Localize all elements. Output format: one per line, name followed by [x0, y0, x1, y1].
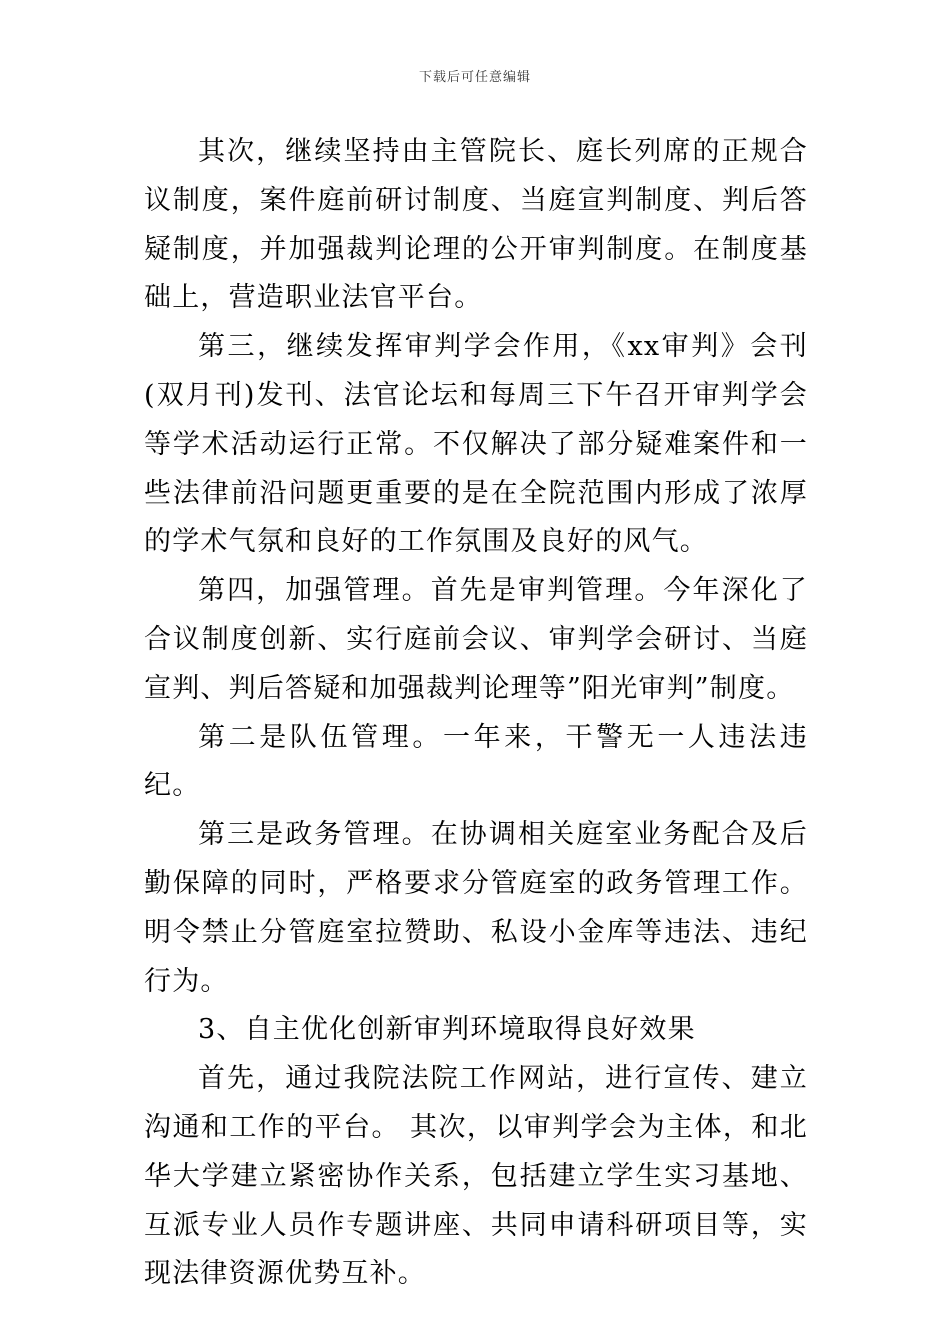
section-heading: 3、自主优化创新审判环境取得良好效果: [198, 1014, 696, 1046]
page-header-note: 下载后可任意编辑: [418, 70, 531, 85]
paragraph-3: 第四，加强管理。首先是审判管理。今年深化了合议制度创新、实行庭前会议、审判学会研讨、当庭宣判、判后答疑和加强裁判论理等”阳光审判”制度。: [144, 575, 808, 704]
paragraph-1: 其次，继续坚持由主管院长、庭长列席的正规合议制度，案件庭前研讨制度、当庭宣判制度、判后答疑制度，并加强裁判论理的公开审判制度。在制度基础上，营造职业法官平台。: [144, 136, 808, 314]
paragraph-2: 第三，继续发挥审判学会作用，《xx审判》会刊(双月刊)发刊、法官论坛和每周三下午召开审判学会等学术活动运行正常。不仅解决了部分疑难案件和一些法律前沿问题更重要的是在全院范围内形成了浓厚的学术气氛和良好的工作氛围及良好的风气。: [144, 331, 808, 558]
document-body: [144, 128, 808, 1299]
paragraph-6: 首先，通过我院法院工作网站，进行宣传、建立沟通和工作的平台。 其次，以审判学会为主体，和北华大学建立紧密协作关系，包括建立学生实习基地、互派专业人员作专题讲座、共同申请科研项目等，实现法律资源优势互补。: [144, 1063, 808, 1290]
paragraph-4: 第二是队伍管理。一年来，干警无一人违法违纪。: [144, 721, 808, 802]
paragraph-5: 第三是政务管理。在协调相关庭室业务配合及后勤保障的同时，严格要求分管庭室的政务管理工作。明令禁止分管庭室拉赞助、私设小金库等违法、违纪行为。: [144, 819, 808, 997]
